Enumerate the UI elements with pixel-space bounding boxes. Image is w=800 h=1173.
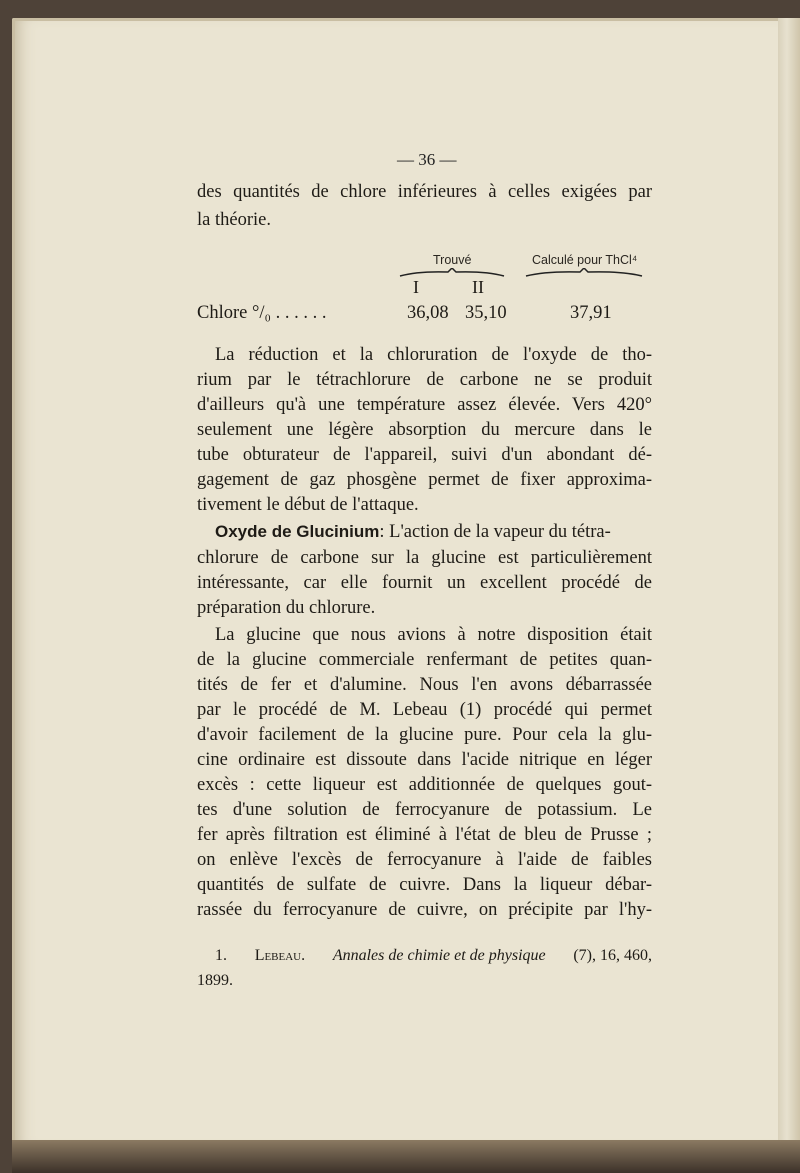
footnote-number: 1. xyxy=(215,947,227,964)
footnote-line2: 1899. xyxy=(197,972,233,989)
text-line: la théorie. xyxy=(197,210,271,230)
text-line: excès : cette liqueur est additionnée de quelques gout- xyxy=(197,775,652,795)
brace-calc xyxy=(524,268,644,280)
text-line: gagement de gaz phosgène permet de fixer approxima- xyxy=(197,470,652,490)
text-line: tube obturateur de l'appareil, suivi d'un abondant dé- xyxy=(197,445,652,465)
page-shadow xyxy=(12,1140,800,1173)
text-line xyxy=(215,520,652,544)
text-line: quantités de sulfate de cuivre. Dans la liqueur débar- xyxy=(197,875,652,895)
text-line: rium par le tétrachlorure de carbone ne se produit xyxy=(197,370,652,390)
text-line: d'avoir facilement de la glucine pure. Pour cela la glu- xyxy=(197,725,652,745)
text-line: des quantités de chlore inférieures à celles exigées par xyxy=(197,182,652,202)
text-line: préparation du chlorure. xyxy=(197,598,376,618)
text-line: La glucine que nous avions à notre disposition était xyxy=(215,625,652,645)
text-line: on enlève l'excès de ferrocyanure à l'aide de faibles xyxy=(197,850,652,870)
row-label: Chlore °/₀ . . . . . . xyxy=(197,303,327,323)
column-label-2: II xyxy=(472,277,484,297)
footnote-ref: (7), 16, 460, xyxy=(573,947,652,964)
text-line: fer après filtration est éliminé à l'état de bleu de Prusse ; xyxy=(197,825,652,845)
text-line: tités de fer et d'alumine. Nous l'en avons débarrassée xyxy=(197,675,652,695)
page-edge xyxy=(778,18,800,1148)
column-label-1: I xyxy=(413,277,419,297)
value-2: 35,10 xyxy=(465,303,507,323)
table-header-found: Trouvé xyxy=(433,253,472,267)
footnote xyxy=(215,943,652,969)
page-number: — 36 — xyxy=(397,150,457,169)
text-line: seulement une légère absorption du mercure dans le xyxy=(197,420,652,440)
text-line: rassée du ferrocyanure de cuivre, on précipite par l'hy- xyxy=(197,900,652,920)
value-1: 36,08 xyxy=(407,303,449,323)
text-line: chlorure de carbone sur la glucine est particulièrement xyxy=(197,548,652,568)
text-fragment: : L'action de la vapeur du tétra- xyxy=(379,522,611,542)
text-line: tes d'une solution de ferrocyanure de potassium. Le xyxy=(197,800,652,820)
footnote-title: Annales de chimie et de physique xyxy=(332,947,546,964)
table-header-calc: Calculé pour ThCl⁴ xyxy=(532,253,638,267)
text-line: tivement le début de l'attaque. xyxy=(197,495,419,515)
text-line: de la glucine commerciale renfermant de petites quan- xyxy=(197,650,652,670)
section-heading: Oxyde de Glucinium xyxy=(215,522,380,541)
value-calc: 37,91 xyxy=(570,303,612,323)
text-line: d'ailleurs qu'à une température assez élevée. Vers 420° xyxy=(197,395,652,415)
text-line: par le procédé de M. Lebeau (1) procédé qui permet xyxy=(197,700,652,720)
text-line: La réduction et la chloruration de l'oxyde de tho- xyxy=(215,345,652,365)
text-line: intéressante, car elle fournit un excellent procédé de xyxy=(197,573,652,593)
text-line: cine ordinaire est dissoute dans l'acide nitrique en léger xyxy=(197,750,652,770)
footnote-author: Lebeau. xyxy=(254,947,306,964)
